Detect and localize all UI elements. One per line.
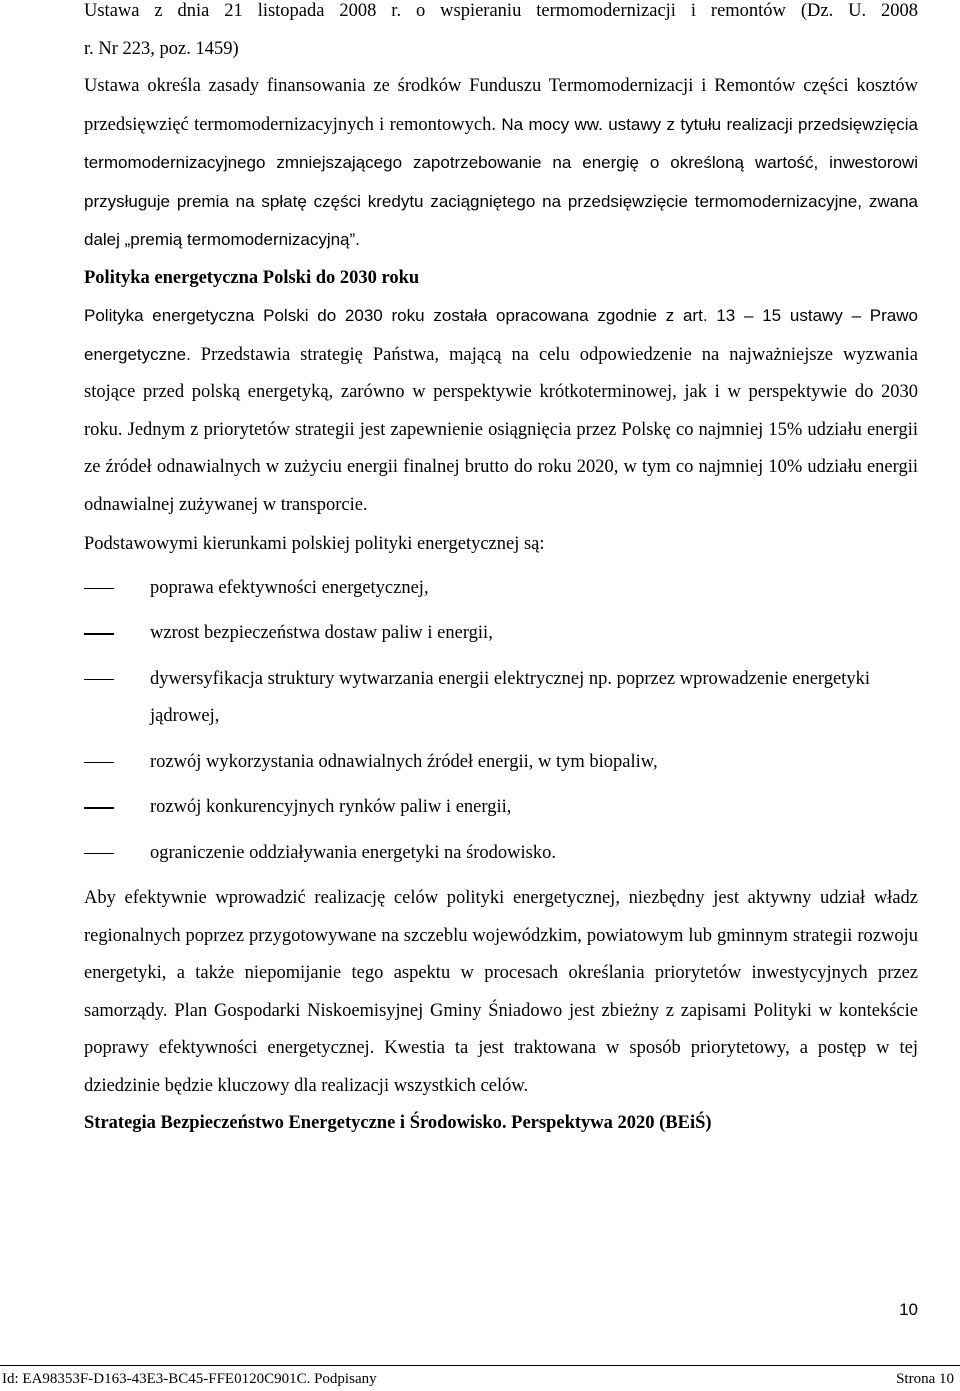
policy-directions-list	[84, 570, 918, 873]
intro-line-1: Ustawa z dnia 21 listopada 2008 r. o wspieraniu termomodernizacji i remontów (Dz. U. 2008	[84, 1, 918, 21]
intro-line-2: r. Nr 223, poz. 1459)	[84, 38, 239, 59]
footer-document-id: Id: EA98353F-D163-43E3-BC45-FFE0120C901C. Podpisany	[2, 1371, 377, 1387]
paragraph-sans-text: Polityka energetyczna Polski do 2030 roku została opracowana zgodnie z art. 13 – 15 ustawy – Prawo energetyczne.	[84, 306, 918, 364]
page-number: 10	[899, 1300, 918, 1319]
paragraph-polityka	[84, 297, 918, 524]
list-item: wzrost bezpieczeństwa dostaw paliw i energii,	[84, 615, 918, 653]
list-item: rozwój konkurencyjnych rynków paliw i energii,	[84, 789, 918, 827]
document-footer	[2, 1371, 954, 1388]
section-heading-beis: Strategia Bezpieczeństwo Energetyczne i Środowisko. Perspektywa 2020 (BEiŚ)	[84, 1113, 712, 1133]
paragraph-serif-text: Przedstawia strategię Państwa, mającą na celu odpowiedzenie na najważniejsze wyzwania stojące przed polską energetyką, zarówno w perspektywie krótkoterminowej, jak i w perspektywie do 2030 roku.	[84, 344, 918, 440]
paragraph-sans-text: Na mocy ww. ustawy z tytułu realizacji przedsięwzięcia termomodernizacyjnego zmniejszającego zapotrzebowanie na energię o określoną wartość, inwestorowi przysługuje premia na spłatę części kredytu zaciągniętego na przedsięwzięcie termomodernizacyjne, zwana dalej „premią termomodernizacyjną”.	[84, 114, 918, 249]
document-page	[84, 0, 918, 1143]
footer-divider	[0, 1365, 960, 1366]
list-item: poprawa efektywności energetycznej,	[84, 570, 918, 608]
paragraph-termomodernizacja	[84, 68, 918, 260]
section-heading-polityka: Polityka energetyczna Polski do 2030 roku	[84, 267, 420, 288]
paragraph-serif-text: Jednym z priorytetów strategii jest zapewnienie osiągnięcia przez Polskę co najmniej 15% udziału energii ze źródeł odnawialnych w zużyciu energii finalnej brutto do roku 2020, w tym co najmniej 10% udziału energii odnawialnej zużywanej w transporcie.	[84, 419, 918, 515]
paragraph-plan-gospodarki: Aby efektywnie wprowadzić realizację celów polityki energetycznej, niezbędny jest aktywny udział władz regionalnych poprzez przygotowywane na szczeblu wojewódzkim, powiatowym lub gminnym strategii rozwoju energetyki, a także niepomijanie tego aspektu w procesach określania priorytetów inwestycyjnych przez samorządy. Plan Gospodarki Niskoemisyjnej Gminy Śniadowo jest zbieżny z zapisami Polityki w kontekście poprawy efektywności energetycznej. Kwestia ta jest traktowana w sposób priorytetowy, a postęp w tej dziedzinie będzie kluczowy dla realizacji wszystkich celów.	[84, 888, 918, 1096]
list-intro: Podstawowymi kierunkami polskiej polityki energetycznej są:	[84, 534, 545, 554]
list-item: dywersyfikacja struktury wytwarzania energii elektrycznej np. poprzez wprowadzenie energetyki jądrowej,	[84, 661, 918, 736]
list-item: ograniczenie oddziaływania energetyki na środowisko.	[84, 835, 918, 873]
paragraph-serif-text: Ustawa określa zasady finansowania ze środków Funduszu Termomodernizacji i Remontów części kosztów przedsięwzięć termomodernizacyjnych i remontowych.	[84, 76, 918, 135]
list-item: rozwój wykorzystania odnawialnych źródeł energii, w tym biopaliw,	[84, 744, 918, 782]
footer-page-label: Strona 10	[896, 1371, 954, 1387]
